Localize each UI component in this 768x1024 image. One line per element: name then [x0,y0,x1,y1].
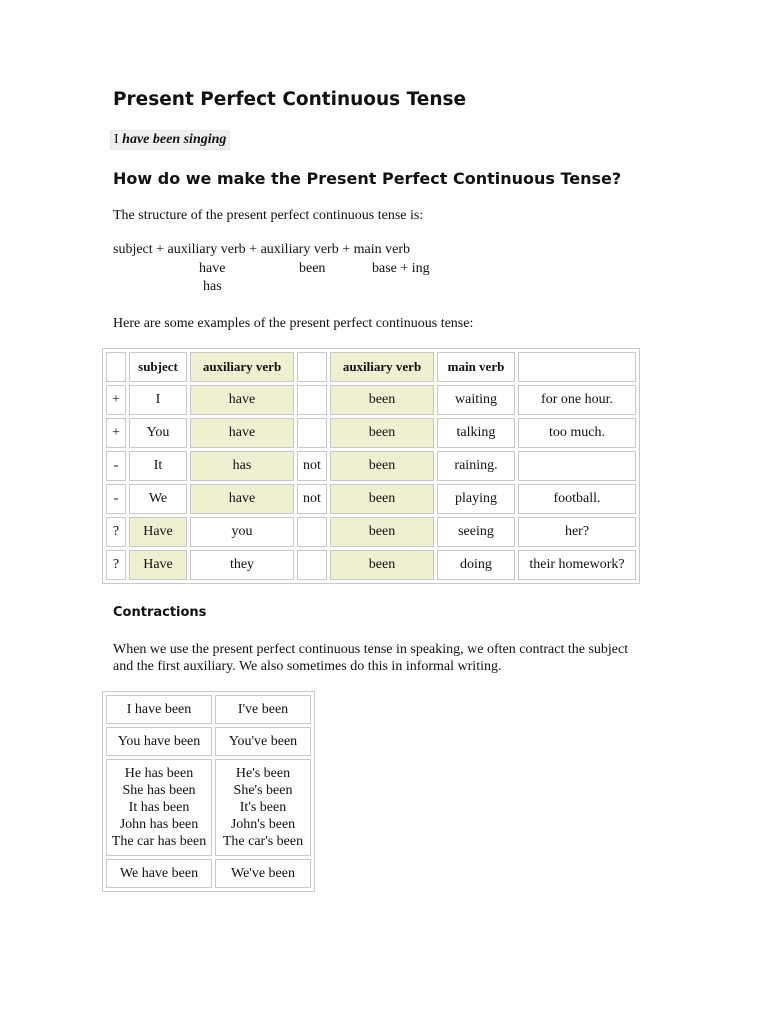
table-cell: Have [129,550,187,580]
table-cell: I [129,385,187,415]
table-row [106,385,636,415]
table-cell: waiting [437,385,515,415]
table-cell [297,517,327,547]
header-cell: auxiliary verb [190,352,294,382]
table-cell [297,418,327,448]
main-verb-form: base + ing [372,261,430,276]
table-cell: been [330,418,434,448]
table-cell: not [297,451,327,481]
table-cell: have [190,418,294,448]
header-cell: auxiliary verb [330,352,434,382]
table-cell [215,727,311,756]
short-form: You've been [228,734,298,749]
short-form: John's been [230,817,296,832]
table-cell [297,385,327,415]
header-cell: subject [129,352,187,382]
table-row [106,859,311,888]
table-cell: their homework? [518,550,636,580]
example-verb-phrase: have been singing [122,132,227,147]
table-cell: - [106,484,126,514]
table-row [106,550,636,580]
page-title: Present Perfect Continuous Tense [113,89,467,110]
contractions-text: When we use the present perfect continuous tense in speaking, we often contract the subject and the first auxiliary. We also sometimes do this in informal writing. [113,642,629,674]
table-cell: too much. [518,418,636,448]
table-cell: been [330,451,434,481]
example-sentence [110,130,230,150]
short-form: We've been [231,866,295,881]
short-form: I've been [237,702,289,717]
table-cell: her? [518,517,636,547]
structure-formula: subject + auxiliary verb + auxiliary verb + main verb [113,242,410,257]
table-row [106,484,636,514]
full-form: He has been [124,766,194,781]
table-cell: playing [437,484,515,514]
table-cell: have [190,484,294,514]
table-cell [215,759,311,856]
examples-intro: Here are some examples of the present perfect continuous tense: [113,316,474,331]
table-cell: have [190,385,294,415]
header-cell: main verb [437,352,515,382]
table-cell: been [330,550,434,580]
table-cell: they [190,550,294,580]
table-cell: ? [106,550,126,580]
table-cell [106,859,212,888]
table-row [106,759,311,856]
table-cell: seeing [437,517,515,547]
table-cell: been [330,517,434,547]
table-header-row [106,352,636,382]
table-cell: football. [518,484,636,514]
table-cell: We [129,484,187,514]
table-cell: for one hour. [518,385,636,415]
table-cell: + [106,418,126,448]
table-cell [106,759,212,856]
short-form: He's been [235,766,291,781]
table-row [106,695,311,724]
example-subject: I [114,132,119,147]
contractions-heading: Contractions [113,605,207,620]
full-form: I have been [126,702,192,717]
header-cell [297,352,327,382]
table-cell: been [330,385,434,415]
full-form: You have been [117,734,201,749]
table-cell: been [330,484,434,514]
aux1-form-have: have [199,261,226,276]
examples-table [102,348,640,584]
table-cell: raining. [437,451,515,481]
section-heading: How do we make the Present Perfect Continuous Tense? [113,169,622,188]
table-cell [297,550,327,580]
aux2-form: been [299,261,326,276]
full-form: She has been [122,783,196,798]
table-cell [518,451,636,481]
table-cell [215,859,311,888]
table-cell: It [129,451,187,481]
table-cell [106,727,212,756]
structure-intro: The structure of the present perfect continuous tense is: [113,208,424,223]
short-form: It's been [239,800,287,815]
short-form: She's been [233,783,293,798]
table-cell: You [129,418,187,448]
short-form: The car's been [222,834,304,849]
full-form: It has been [128,800,190,815]
table-cell: + [106,385,126,415]
table-cell: Have [129,517,187,547]
header-cell [518,352,636,382]
full-form: John has been [119,817,199,832]
table-row [106,517,636,547]
full-form: We have been [119,866,199,881]
table-row [106,727,311,756]
full-form: The car has been [111,834,207,849]
table-row [106,418,636,448]
table-cell: doing [437,550,515,580]
table-cell: ? [106,517,126,547]
aux1-form-has: has [203,279,222,294]
table-row [106,451,636,481]
table-cell [215,695,311,724]
table-cell: has [190,451,294,481]
table-cell: not [297,484,327,514]
table-cell [106,695,212,724]
contractions-table [102,691,315,892]
header-cell [106,352,126,382]
table-cell: talking [437,418,515,448]
table-cell: you [190,517,294,547]
table-cell: - [106,451,126,481]
